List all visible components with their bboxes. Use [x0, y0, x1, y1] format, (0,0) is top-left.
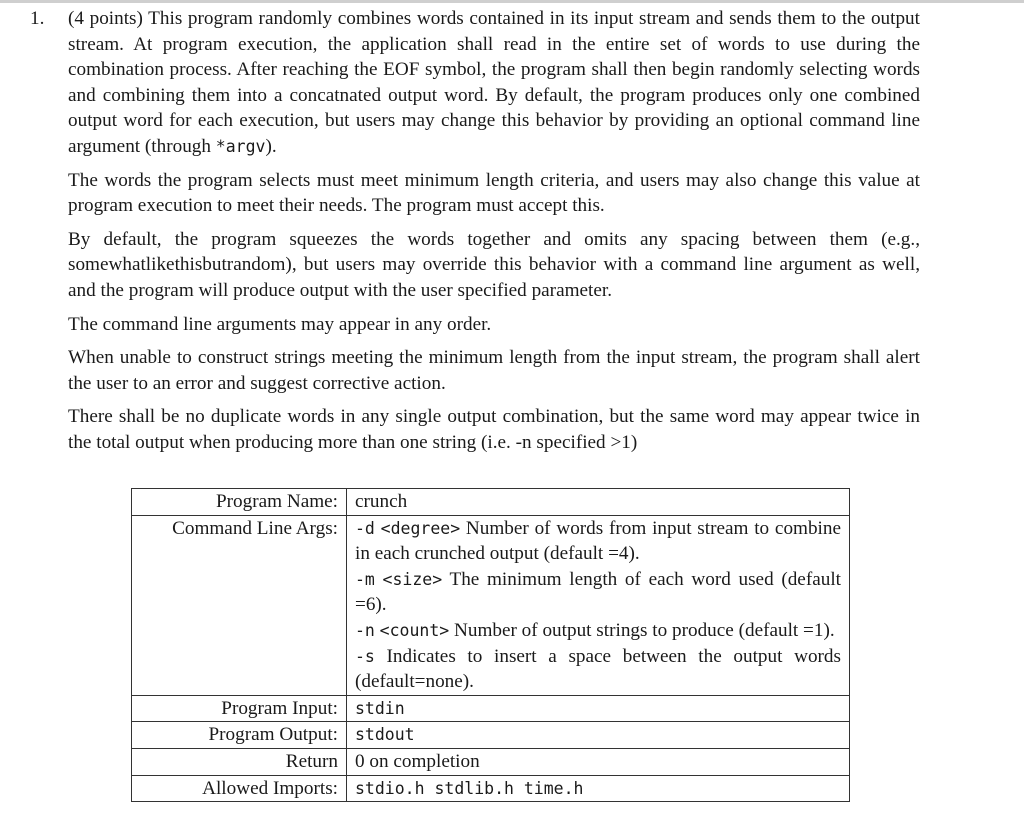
- spec-key-command-line-args: Command Line Args:: [132, 515, 347, 695]
- paragraph-intro: [68, 6, 920, 160]
- paragraph-spacing: By default, the program squeezes the words together and omits any spacing between them (e.g., somewhatlikethisbutrandom), but users may override this behavior with a command line argument as well, and the program will produce output with the user specified parameter.: [68, 228, 920, 301]
- arg-m-desc: The minimum length of each word used (default =6).: [355, 568, 841, 616]
- spec-key-allowed-imports: Allowed Imports:: [132, 775, 347, 802]
- spec-row-program-name: [132, 489, 850, 516]
- arg-d-param: <degree>: [380, 518, 461, 538]
- arg-s-desc: Indicates to insert a space between the output words (default=none).: [355, 645, 841, 693]
- arg-n-param: <count>: [379, 620, 450, 640]
- paragraph-intro-text: (4 points) This program randomly combines words contained in its input stream and sends them to the output stream. At program execution, the application shall read in the entire set of words to use during the combination process. After reaching the EOF symbol, the program shall then begin randomly selecting words and combining them into a concatnated output word. By default, the program produces only one combined output word for each execution, but users may change this behavior by providing an optional command line argument (through: [68, 8, 920, 157]
- spec-key-return: Return: [132, 748, 347, 775]
- spec-row-program-input: [132, 695, 850, 722]
- spec-key-program-name: Program Name:: [132, 489, 347, 516]
- spec-table: [131, 488, 850, 802]
- spec-value-allowed-imports: stdio.h stdlib.h time.h: [347, 775, 850, 802]
- spec-value-program-name: crunch: [347, 489, 850, 516]
- arg-d-flag: -d: [355, 518, 375, 538]
- spec-value-program-output: stdout: [347, 722, 850, 749]
- arg-n: [355, 618, 841, 644]
- arg-s: [355, 644, 841, 695]
- arg-s-flag: -s: [355, 646, 375, 666]
- arg-d-desc: Number of words from input stream to combine in each crunched output (default =4).: [355, 517, 842, 565]
- spec-value-return: 0 on completion: [347, 748, 850, 775]
- spec-row-allowed-imports: [132, 775, 850, 802]
- arg-n-desc: Number of output strings to produce (default =1).: [449, 619, 835, 641]
- arg-d: [355, 516, 841, 567]
- problem-statement: [30, 6, 920, 464]
- arg-m: [355, 567, 841, 618]
- top-border: [0, 0, 1024, 3]
- spec-key-program-input: Program Input:: [132, 695, 347, 722]
- paragraph-error: When unable to construct strings meeting the minimum length from the input stream, the program shall alert the user to an error and suggest corrective action.: [68, 347, 920, 394]
- paragraph-duplicates: There shall be no duplicate words in any single output combination, but the same word may appear twice in the total output when producing more than one string (i.e. -n specified >1): [68, 406, 920, 453]
- paragraph-intro-end: ).: [265, 135, 277, 157]
- spec-value-command-line-args: [347, 515, 850, 695]
- arg-m-flag: -m: [355, 569, 375, 589]
- spec-row-command-line-args: [132, 515, 850, 695]
- problem-body: [68, 6, 920, 456]
- paragraph-min-length: The words the program selects must meet minimum length criteria, and users may also change this value at program execution to meet their needs. The program must accept this.: [68, 169, 920, 217]
- spec-row-program-output: [132, 722, 850, 749]
- arg-n-flag: -n: [355, 620, 375, 640]
- spec-key-program-output: Program Output:: [132, 722, 347, 749]
- spec-row-return: [132, 748, 850, 775]
- problem-number: 1.: [30, 8, 45, 29]
- arg-m-param: <size>: [382, 569, 443, 589]
- argv-code: *argv: [215, 136, 266, 156]
- paragraph-arg-order: The command line arguments may appear in any order.: [68, 313, 492, 335]
- spec-value-program-input: stdin: [347, 695, 850, 722]
